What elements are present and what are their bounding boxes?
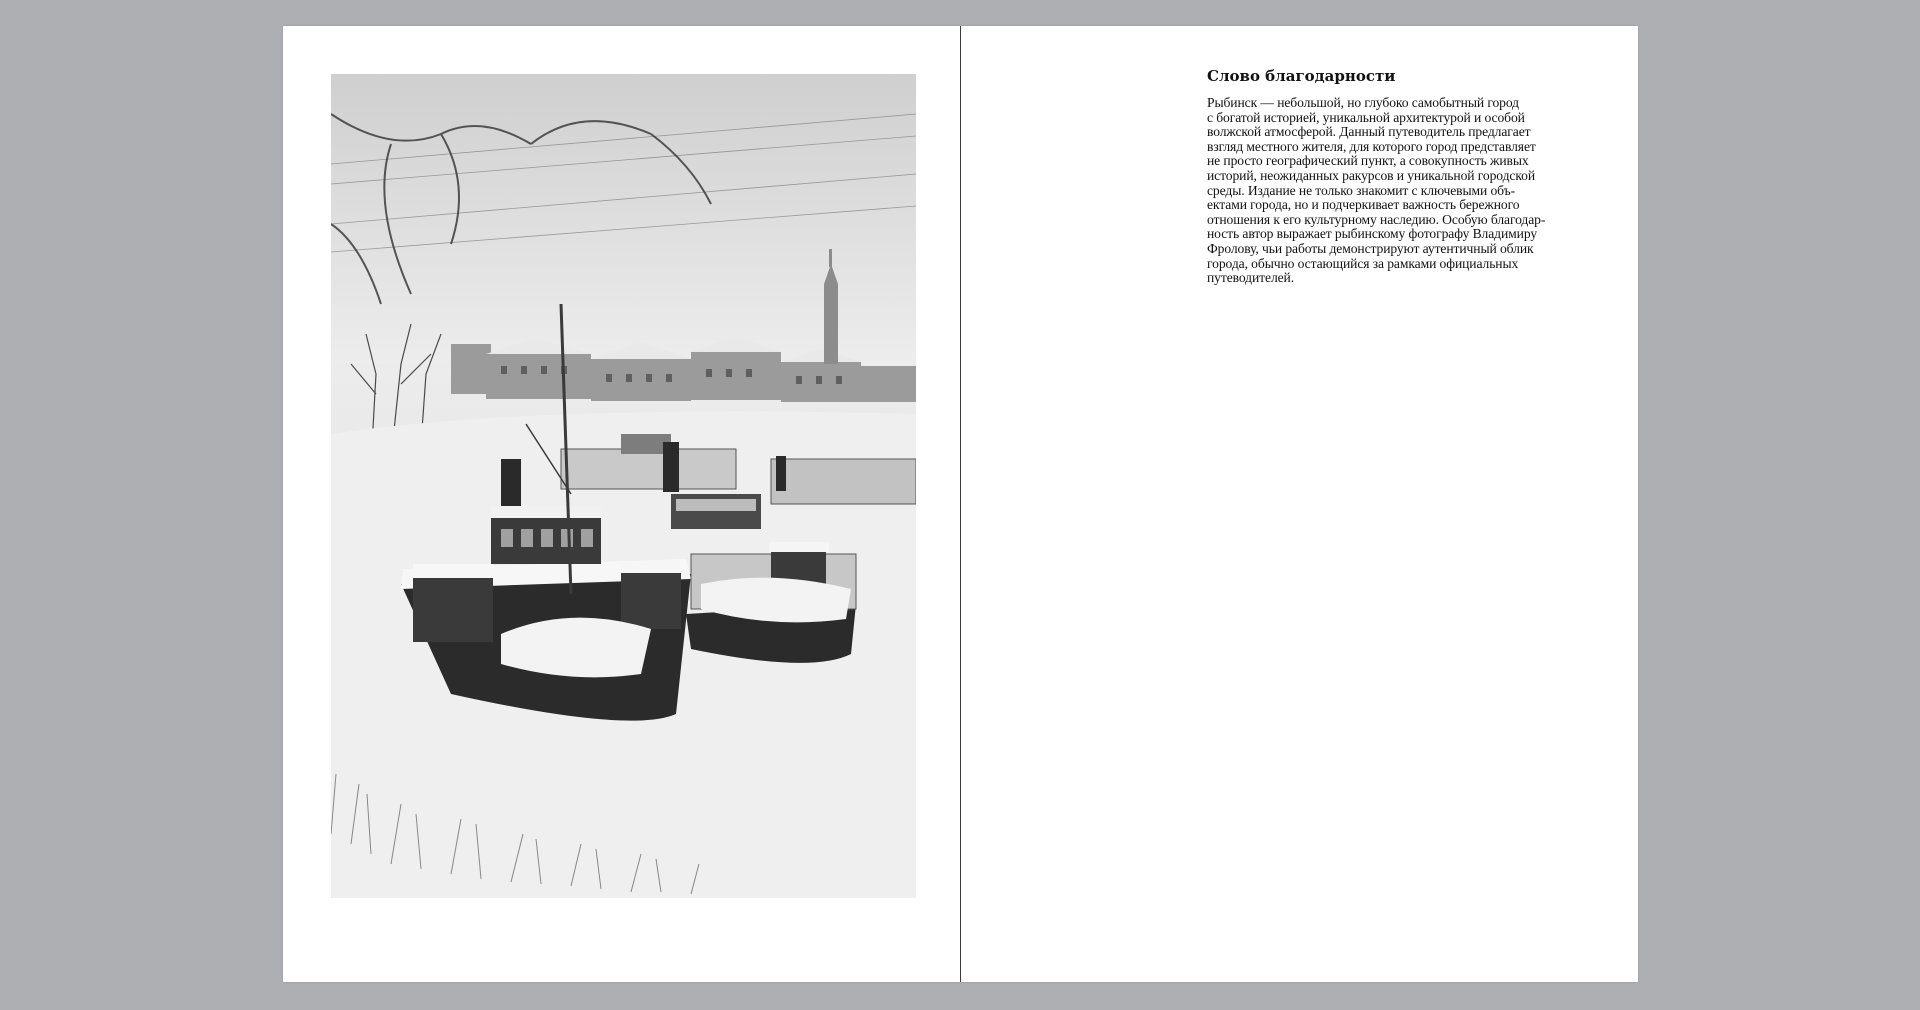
right-page (961, 26, 1638, 982)
section-heading: Слово благодарности (1207, 67, 1396, 85)
section-body-text: Рыбинск — небольшой, но глубоко самобытный город с богатой историей, уникальной архитектурой и особой волжской атмосферой. Данный путеводитель предлагает взгляд местного жителя, для которого город представляет не просто географический пункт, а совокупность живых историй, неожиданных ракурсов и уникальной городской среды. Издание не только знакомит с ключевыми объ- ектами города, но и подчеркивает важность бережного отношения к его культурному наследию. Особую благодар- ность автор выражает рыбинскому фотографу Владимиру Фролову, чьи работы демонстрируют аутентичный облик города, обычно остающийся за рамками официальных путеводителей. (1207, 95, 1546, 286)
book-spread (283, 26, 1638, 982)
winter-river-ships-photo (331, 74, 916, 898)
acknowledgements-section (1207, 66, 1591, 286)
left-page (283, 26, 960, 982)
